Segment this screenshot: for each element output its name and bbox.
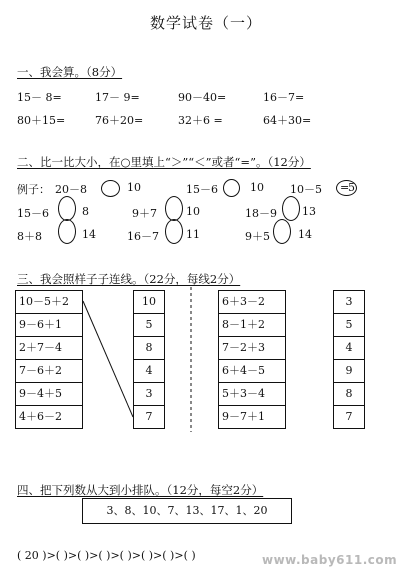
expression-cell[interactable]: 6＋4－5 [219,360,285,383]
problem: 32＋6 = [178,114,223,127]
expression-cell[interactable]: 9－6＋1 [16,314,82,337]
expression-cell[interactable]: 6＋3－2 [219,291,285,314]
section-1-heading: 一、我会算。（8分） [17,65,123,79]
compare-right: 11 [186,228,200,241]
compare-right: 10 [127,181,141,194]
answer-cell[interactable]: 4 [334,337,364,360]
problem: 76＋20= [95,114,144,127]
compare-left: 9＋5 [245,230,270,243]
right-answer-column [333,290,365,429]
answer-cell[interactable]: 8 [334,383,364,406]
compare-right: 14 [82,228,96,241]
ordering-answer-row[interactable]: ( 20 )>( )>( )>( )>( )>( )>( )>( ) [17,549,196,562]
watermark: www.baby611.com [262,553,398,567]
compare-right: 13 [302,205,316,218]
compare-right: 5 [348,181,355,194]
problem: 80＋15= [17,114,66,127]
compare-right: 10 [186,205,200,218]
expression-cell[interactable]: 8－1＋2 [219,314,285,337]
compare-left: 10－5 [290,183,322,196]
compare-left: 16－7 [127,230,159,243]
problem: 17－ 9= [95,91,140,104]
expression-cell[interactable]: 9－4＋5 [16,383,82,406]
expression-cell[interactable]: 4＋6－2 [19,410,62,423]
expression-cell[interactable]: 2＋7－4 [16,337,82,360]
expression-cell[interactable]: 7－6＋2 [16,360,82,383]
compare-right: 8 [82,205,89,218]
problem: 64＋30= [263,114,312,127]
expression-cell[interactable]: 7－2＋3 [219,337,285,360]
problem: 15－ 8= [17,91,62,104]
answer-cell[interactable]: 4 [134,360,164,383]
compare-left: 15－6 [186,183,218,196]
right-expression-column [218,290,286,429]
section-2-heading: 二、比一比大小，在○里填上“＞”“＜”或者“=”。（12分） [17,155,311,169]
expression-cell[interactable]: 10－5＋2 [16,291,82,314]
compare-left: 15－6 [17,207,49,220]
compare-right: 14 [298,228,312,241]
compare-answer: = [340,181,350,194]
answer-cell[interactable]: 3 [134,383,164,406]
compare-left: 18－9 [245,207,277,220]
problem: 90－40= [178,91,227,104]
expression-cell[interactable]: 9－7＋1 [222,410,265,423]
answer-cell[interactable]: 7 [145,410,153,423]
page-title: 数学试卷（一） [150,14,263,32]
answer-cell[interactable]: 5 [134,314,164,337]
problem: 16－7= [263,91,305,104]
answer-cell[interactable]: 7 [345,410,353,423]
answer-cell[interactable]: 5 [334,314,364,337]
compare-left: 20－8 [55,183,87,196]
answer-cell[interactable]: 8 [134,337,164,360]
number-list-box: 3、8、10、7、13、17、1、20 [82,498,292,524]
example-label: 例子： [17,183,50,196]
answer-cell[interactable]: 10 [134,291,164,314]
expression-cell[interactable]: 5＋3－4 [219,383,285,406]
answer-cell[interactable]: 9 [334,360,364,383]
compare-left: 9＋7 [132,207,157,220]
compare-right: 10 [250,181,264,194]
section-3-heading: 三、我会照样子子连线。（22分，每线2分） [17,272,241,286]
answer-cell[interactable]: 3 [334,291,364,314]
section-4-heading: 四、把下列数从大到小排队。（12分，每空2分） [17,483,264,497]
compare-left: 8＋8 [17,230,42,243]
